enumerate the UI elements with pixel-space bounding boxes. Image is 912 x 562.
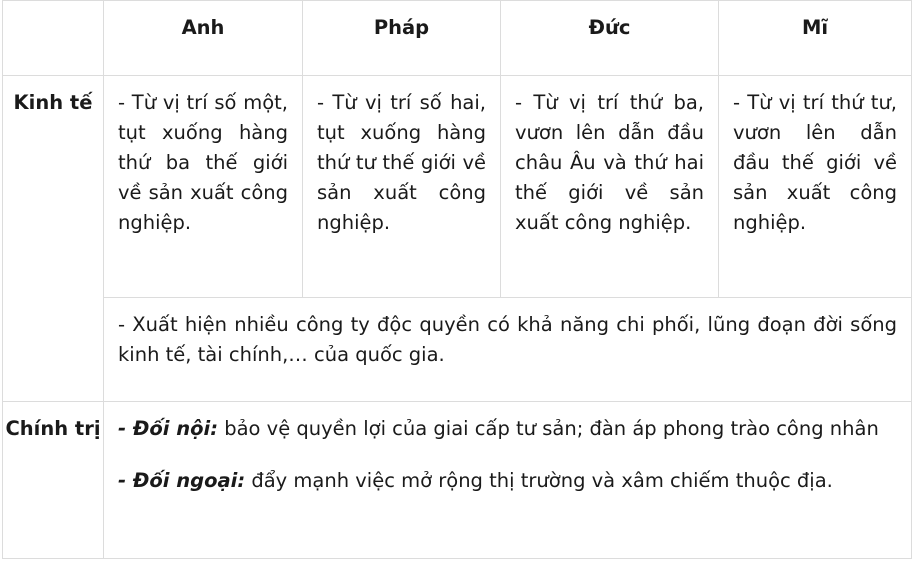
politics-row <box>3 402 912 559</box>
column-header-duc: Đức <box>501 1 719 76</box>
economy-cell-phap: - Từ vị trí số hai, tụt xuống hàng thứ tư thế giới về sản xuất công nghiệp. <box>303 76 501 298</box>
economy-shared-row <box>3 298 912 402</box>
domestic-policy-text: bảo vệ quyền lợi của giai cấp tư sản; đàn áp phong trào công nhân <box>218 417 879 440</box>
column-header-anh: Anh <box>104 1 303 76</box>
column-header-phap: Pháp <box>303 1 501 76</box>
economy-cell-anh: - Từ vị trí số một, tụt xuống hàng thứ ba thế giới về sản xuất công nghiệp. <box>104 76 303 298</box>
comparison-table <box>2 0 912 559</box>
economy-row <box>3 76 912 298</box>
column-header-mi: Mĩ <box>719 1 912 76</box>
corner-cell <box>3 1 104 76</box>
foreign-policy-label: - Đối ngoại: <box>118 469 246 492</box>
domestic-policy-label: - Đối nội: <box>118 417 218 440</box>
row-header-politics: Chính trị <box>3 402 104 559</box>
economy-cell-mi: - Từ vị trí thứ tư, vươn lên dẫn đầu thế giới về sản xuất công nghiệp. <box>719 76 912 298</box>
foreign-policy-text: đẩy mạnh việc mở rộng thị trường và xâm chiếm thuộc địa. <box>245 469 833 492</box>
economy-cell-duc: - Từ vị trí thứ ba, vươn lên dẫn đầu châu Âu và thứ hai thế giới về sản xuất công nghiệp. <box>501 76 719 298</box>
domestic-policy <box>118 414 897 444</box>
foreign-policy <box>118 466 897 496</box>
row-header-economy: Kinh tế <box>3 76 104 402</box>
header-row <box>3 1 912 76</box>
economy-shared-cell: - Xuất hiện nhiều công ty độc quyền có khả năng chi phối, lũng đoạn đời sống kinh tế, tài chính,… của quốc gia. <box>104 298 912 402</box>
politics-cell <box>104 402 912 559</box>
